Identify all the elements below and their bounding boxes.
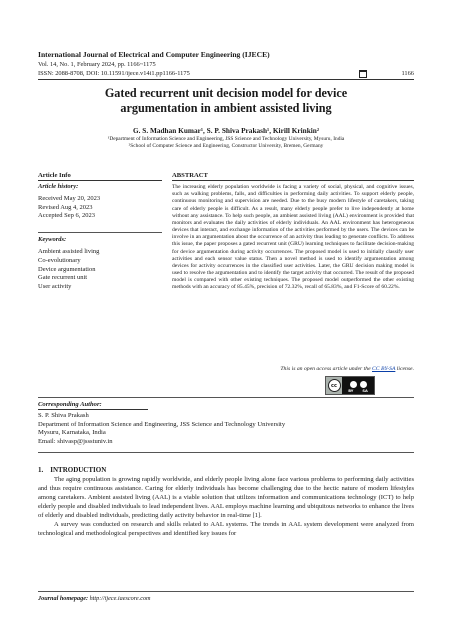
corresponding-top-divider — [38, 397, 414, 398]
introduction-paragraph-1: The aging population is growing rapidly worldwide, and elderly people living alone face various problems to performing daily activities and thus require continuous assistance. Caring for elderly individuals has become challenging due to the hectic nature of modern lifestyles among caretakers. Ambient assisted living (AAL) is a viable solution that utilizes information and communications technology (ICT) to help elderly people and disabled individuals to lead independent lives. AAL employs machine learning and ubiquitous networks to enhance the lives of elderly and disabled individuals, predicting daily activity behavior in real-time [1]. — [38, 476, 414, 519]
open-access-notice — [172, 366, 414, 372]
introduction-heading: 1. INTRODUCTION — [38, 466, 107, 474]
journal-footer — [38, 595, 151, 602]
journal-name: International Journal of Electrical and Computer Engineering (IJECE) — [38, 50, 270, 59]
article-info-label: Article Info — [38, 172, 71, 179]
keyword-item: Ambient assisted living — [38, 247, 100, 255]
open-access-suffix: license. — [395, 366, 414, 372]
cc-term-icons — [350, 381, 367, 388]
footer-label: Journal homepage: — [38, 595, 89, 602]
corresponding-bottom-divider — [38, 452, 414, 453]
introduction-paragraph-2: A survey was conducted on research and skills related to AAL systems. The trends in AAL system development were analyzed from technological and methodological perspectives and identified key issues for — [38, 520, 414, 537]
cc-terms-text — [348, 389, 368, 393]
article-info-column — [38, 183, 162, 292]
affiliation-1: ¹Department of Information Science and Engineering, JSS Science and Technology University, Mysuru, India — [107, 136, 345, 142]
history-dates — [38, 195, 162, 221]
corresponding-name: S. P. Shiva Prakash — [38, 412, 89, 419]
header-divider — [38, 79, 414, 80]
keyword-item: Co-evolutionary — [38, 256, 81, 264]
corresponding-city: Mysuru, Karnataka, India — [38, 429, 106, 437]
title-line-2: argumentation in ambient assisted living — [120, 101, 332, 115]
introduction-body — [38, 476, 414, 539]
keyword-item: Gate recurrent unit — [38, 274, 88, 282]
received-date: Received May 20, 2023 — [38, 194, 101, 202]
cc-sa-label: SA — [362, 389, 368, 393]
author-list: G. S. Madhan Kumar¹, S. P. Shiva Prakash¹, Kirill Krinkin² — [132, 126, 320, 135]
corresponding-email[interactable]: Email: shivasp@jssstuniv.in — [38, 438, 113, 446]
homepage-link[interactable]: http://ijece.iaescore.com — [89, 595, 151, 602]
corresponding-label-divider — [38, 409, 148, 410]
accepted-date: Accepted Sep 6, 2023 — [38, 212, 96, 220]
cc-icon: cc — [328, 379, 341, 392]
paper-title — [38, 86, 414, 116]
corresponding-dept: Department of Information Science and Engineering, JSS Science and Technology University — [38, 420, 286, 428]
title-line-1: Gated recurrent unit decision model for device — [104, 86, 348, 100]
page-number: 1166 — [401, 70, 414, 77]
affiliations — [38, 136, 414, 151]
corresponding-author-block — [38, 412, 414, 447]
affiliation-2: ²School of Computer Science and Engineering, Constructor University, Bremen, Germany — [128, 143, 324, 150]
page-number-group — [359, 69, 414, 78]
corresponding-author-label: Corresponding Author: — [38, 401, 102, 408]
cc-logo-panel — [326, 377, 342, 394]
cc-by-label: BY — [348, 389, 354, 393]
footer-divider — [38, 591, 414, 592]
open-access-text: This is an open access article under the — [280, 366, 373, 372]
revised-date: Revised Aug 4, 2023 — [38, 203, 93, 211]
license-link[interactable]: CC BY-SA — [372, 366, 396, 372]
issn-row — [38, 69, 414, 78]
keywords-divider — [38, 232, 162, 233]
article-info-divider — [38, 180, 162, 181]
keyword-item: Device argumentation — [38, 265, 96, 273]
abstract-text: The increasing elderly population worldwide is facing a variety of social, physical, and cognitive issues, such as walking problems, falls, and difficulties in performing daily activities. To support elderly people, continuous monitoring and supervision are needed. Due to the busy modern lifestyle of caretakers, taking care of elderly people is difficult. As a result, many elderly people prefer to live independently at home without any assistance. To help such people, an ambient assisted living (AAL) environment is provided that monitors and evaluates the daily activities of elderly individuals. An AAL environment has heterogeneous devices that interact, and exchange information of the activities performed by the users. The devices can be involve in an argumentation about the occurrence of an activity thus leading to generate conflicts. To address this issue, the paper proposes a gated recurrent unit (GRU) learning techniques to facilitate decision-making for device argumentation during activity occurrences. The proposed model is used to initially classify user activities and each sensor value status. Then a novel method is used to identify argumentation among devices for activity occurrences in the classified user activities. Later, the GRU decision making model is used to resolve the argumentation and to identify the target activity that occurred. The result of the proposed model is compared with other existing techniques. The proposed model outperformed the other existing methods with an accuracy of 85.45%, precision of 72.32%, recall of 65.83%, and F1-Score of 60.22%. — [172, 184, 414, 291]
attribution-icon — [350, 381, 357, 388]
history-heading: Article history: — [38, 183, 79, 190]
volume-line: Vol. 14, No. 1, February 2024, pp. 1166~1175 — [38, 61, 156, 68]
cc-terms-panel — [342, 377, 374, 394]
abstract-divider — [172, 180, 414, 181]
keywords-heading: Keywords: — [38, 236, 67, 244]
abstract-label: ABSTRACT — [172, 172, 208, 179]
share-alike-icon — [360, 381, 367, 388]
keyword-item: User activity — [38, 283, 72, 291]
cc-by-sa-badge[interactable] — [325, 376, 375, 395]
issn-line: ISSN: 2088-8708, DOI: 10.11591/ijece.v14i1.pp1166-1175 — [38, 70, 190, 77]
journal-header — [38, 50, 414, 78]
keyword-list — [38, 248, 162, 292]
window-icon — [359, 70, 367, 78]
